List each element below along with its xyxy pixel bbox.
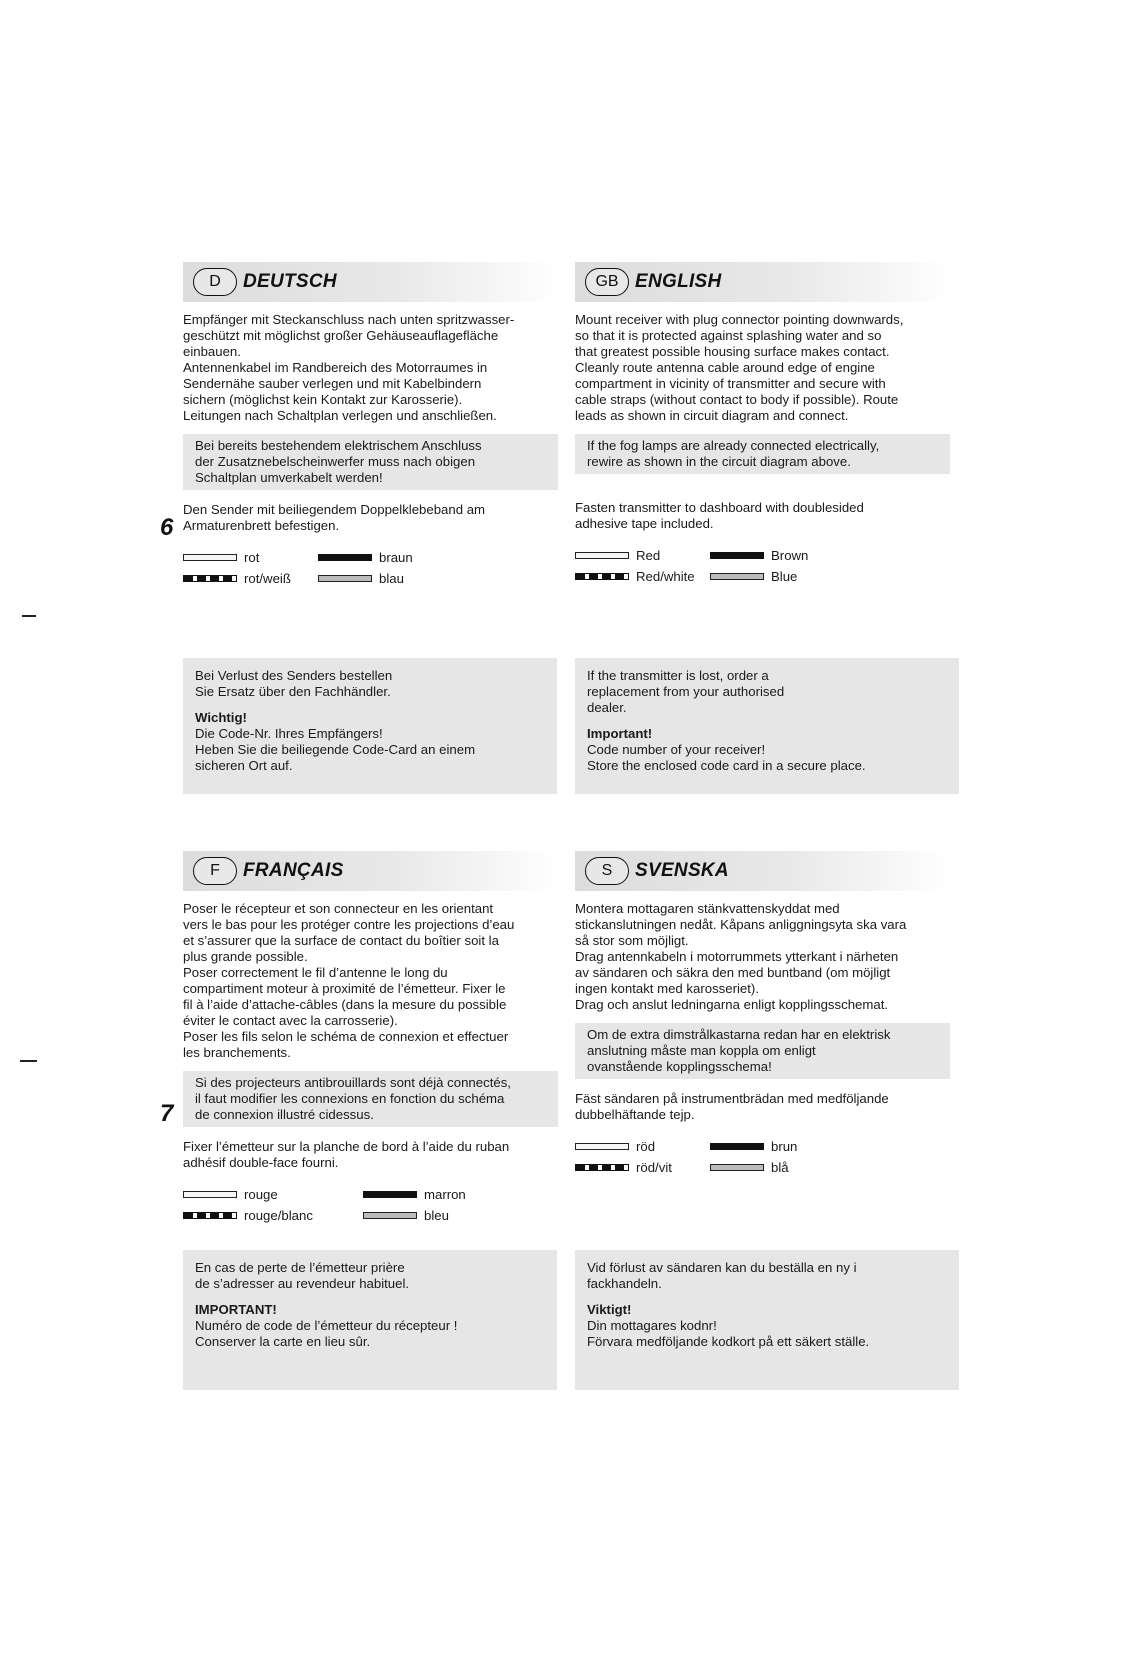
legend-item-blue: Blue [710,569,860,584]
legend-item-brown: brun [710,1139,860,1154]
legend-item-red: rouge [183,1187,363,1202]
section-title: SVENSKA [635,860,729,881]
transmitter-step-text: Fixer l’émetteur sur la planche de bord à l’aide du ruban adhésif double-face fourni. [183,1139,510,1170]
section-title: FRANÇAIS [243,860,344,881]
transmitter-step-text: Fasten transmitter to dashboard with doublesided adhesive tape included. [575,500,864,531]
lang-badge-d: D [193,268,237,296]
legend-item-red: röd [575,1139,710,1154]
brown-wire-swatch [710,552,764,559]
wire-color-legend [575,1139,950,1175]
fog-lamp-note: Om de extra dimstrålkastarna redan har en elektrisk anslutning måste man koppla om enligt ovanstående kopplingsschema! [575,1023,950,1079]
legend-item-red-white: rouge/blanc [183,1208,363,1223]
lost-transmitter-text: Vid förlust av sändaren kan du beställa en ny i fackhandeln. [587,1260,857,1291]
important-heading: Viktigt! [587,1302,632,1317]
red-wire-swatch [575,552,629,559]
lost-transmitter-text: En cas de perte de l’émetteur prière de s’adresser au revendeur habituel. [195,1260,410,1291]
lang-header-deutsch [183,262,558,302]
brown-wire-swatch [710,1143,764,1150]
important-heading: Wichtig! [195,710,247,725]
important-text: Code number of your receiver! Store the enclosed code card in a secure place. [587,742,866,773]
section-svenska [575,851,950,1175]
fog-lamp-note: Bei bereits bestehendem elektrischem Anschluss der Zusatznebelscheinwerfer muss nach obigen Schaltplan umverkabelt werden! [183,434,558,490]
legend-item-red-white: rot/weiß [183,571,318,586]
red-wire-swatch [575,1143,629,1150]
blue-wire-swatch [318,575,372,582]
red-white-wire-swatch [575,1164,629,1171]
lost-transmitter-text: If the transmitter is lost, order a replacement from your authorised dealer. [587,668,785,715]
transmitter-step-text: Fäst sändaren på instrumentbrädan med medföljande dubbelhäftande tejp. [575,1091,889,1122]
lost-transmitter-box-francais [183,1250,557,1390]
lang-header-francais [183,851,558,891]
installation-text: Mount receiver with plug connector pointing downwards, so that it is protected against splashing water and so that greatest possible housing surface makes contact. Cleanly route antenna cable around edge of engine compartment in vicinity of transmitter and secure with cable straps (without contact to body if possible). Route leads as shown in circuit diagram and connect. [575,312,904,423]
transmitter-step-text: Den Sender mit beiliegendem Doppelklebeband am Armaturenbrett befestigen. [183,502,486,533]
legend-item-red: Red [575,548,710,563]
legend-item-brown: marron [363,1187,513,1202]
section-title: ENGLISH [635,271,722,292]
legend-item-blue: bleu [363,1208,513,1223]
section-title: DEUTSCH [243,271,337,292]
installation-text: Montera mottagaren stänkvattenskyddat med stickanslutningen nedåt. Kåpans anliggningsyta ska vara så stor som möjligt. Drag antennkabeln i motorrummets ytterkant i närheten av sändaren och säkra den med buntband (om möjligt ingen kontakt med karosseriet). Drag och anslut ledningarna enligt kopplingsschemat. [575,901,907,1012]
red-white-wire-swatch [183,1212,237,1219]
lost-transmitter-box-english [575,658,959,794]
margin-mark [22,615,36,617]
blue-wire-swatch [363,1212,417,1219]
important-text: Die Code-Nr. Ihres Empfängers! Heben Sie die beiliegende Code-Card an einem sicheren Ort auf. [195,726,476,773]
fog-lamp-note: If the fog lamps are already connected electrically, rewire as shown in the circuit diagram above. [575,434,950,474]
lang-badge-f: F [193,857,237,885]
important-text: Numéro de code de l’émetteur du récepteur ! Conserver la carte en lieu sûr. [195,1318,458,1349]
fog-lamp-note: Si des projecteurs antibrouillards sont déjà connectés, il faut modifier les connexions en fonction du schéma de connexion illustré cidessus. [183,1071,558,1127]
step-number-7: 7 [160,1100,174,1127]
step-number-6: 6 [160,514,174,541]
installation-text: Poser le récepteur et son connecteur en les orientant vers le bas pour les protéger contre les projections d’eau et s’assurer que la surface de contact du boîtier soit la plus grande possible. Poser correctement le fil d’antenne le long du compartiment moteur à proximité de l’émetteur. Fixer le fil à l’aide d’attache-câbles (dans la mesure du possible éviter le contact avec la carrosserie). Poser les fils selon le schéma de connexion et effectuer les branchements. [183,901,515,1060]
lost-transmitter-box-svenska [575,1250,959,1390]
wire-color-legend [575,548,950,584]
section-deutsch [183,262,558,586]
brown-wire-swatch [318,554,372,561]
lost-transmitter-box-deutsch [183,658,557,794]
blue-wire-swatch [710,1164,764,1171]
section-english [575,262,950,584]
legend-item-blue: blå [710,1160,860,1175]
important-text: Din mottagares kodnr! Förvara medföljande kodkort på ett säkert ställe. [587,1318,870,1349]
lang-badge-s: S [585,857,629,885]
lang-badge-gb: GB [585,268,629,296]
legend-item-brown: Brown [710,548,860,563]
legend-item-blue: blau [318,571,468,586]
legend-item-red: rot [183,550,318,565]
lost-transmitter-text: Bei Verlust des Senders bestellen Sie Ersatz über den Fachhändler. [195,668,393,699]
red-white-wire-swatch [183,575,237,582]
blue-wire-swatch [710,573,764,580]
legend-item-red-white: Red/white [575,569,710,584]
lang-header-english [575,262,950,302]
red-white-wire-swatch [575,573,629,580]
red-wire-swatch [183,554,237,561]
brown-wire-swatch [363,1191,417,1198]
section-francais [183,851,558,1223]
legend-item-red-white: röd/vit [575,1160,710,1175]
wire-color-legend [183,1187,558,1223]
important-heading: Important! [587,726,653,741]
legend-item-brown: braun [318,550,468,565]
lang-header-svenska [575,851,950,891]
margin-mark [20,1060,37,1062]
installation-text: Empfänger mit Steckanschluss nach unten spritzwasser- geschützt mit möglichst großer Gehäuseauflagefläche einbauen. Antennenkabel im Randbereich des Motorraumes in Sendernähe sauber verlegen und mit Kabelbindern sichern (möglichst kein Kontakt zur Karosserie). Leitungen nach Schaltplan verlegen und anschließen. [183,312,515,423]
important-heading: IMPORTANT! [195,1302,277,1317]
wire-color-legend [183,550,558,586]
red-wire-swatch [183,1191,237,1198]
